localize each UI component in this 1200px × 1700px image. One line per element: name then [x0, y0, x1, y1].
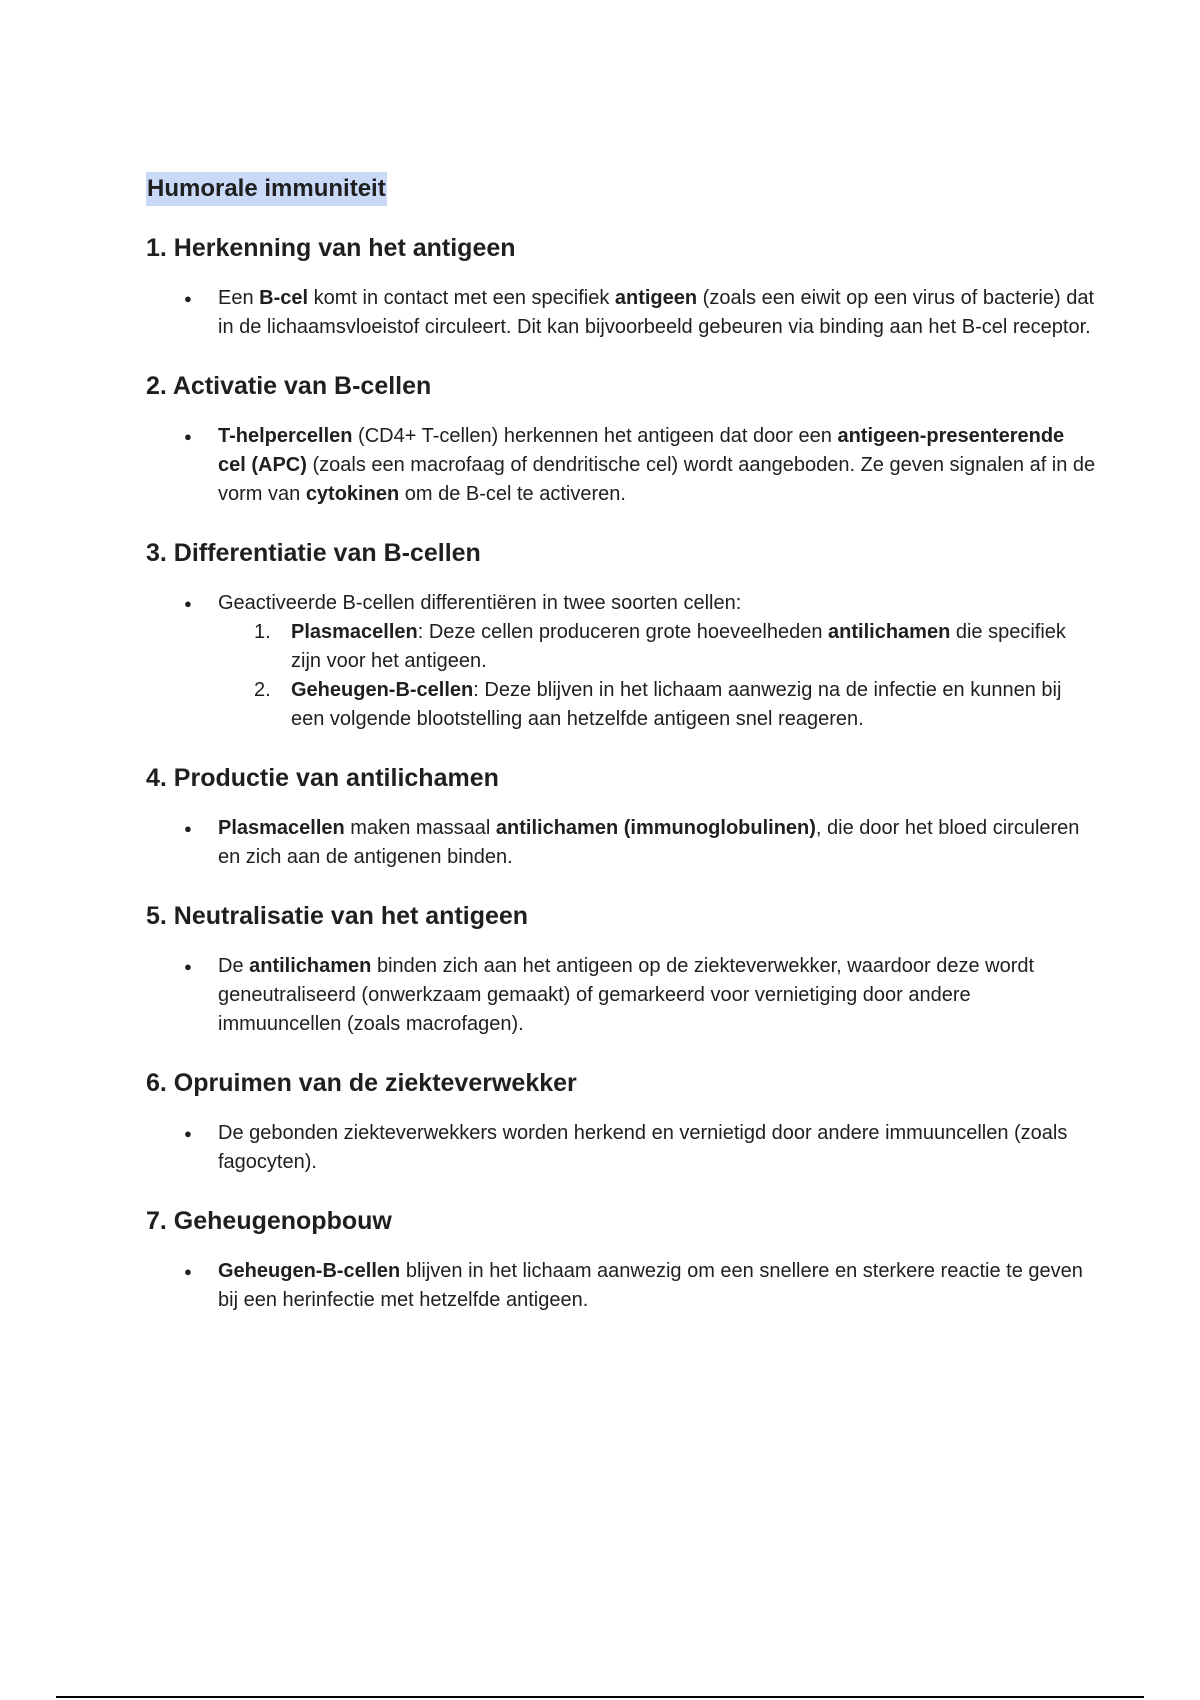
section-heading: 2. Activatie van B-cellen — [146, 372, 432, 400]
bold-term: T-helpercellen — [218, 425, 353, 447]
section-4 — [146, 762, 1096, 872]
section-heading: 7. Geheugenopbouw — [146, 1207, 392, 1235]
bullet-list — [146, 284, 1096, 342]
item-number: 1. — [254, 621, 271, 643]
document-title: Humorale immuniteit — [146, 172, 387, 206]
bullet-item — [146, 1119, 1096, 1177]
text-run: : Deze blijven in het lichaam aanwezig na de infectie en kunnen bij een volgende blootstelling aan hetzelfde antigeen snel reageren. — [291, 679, 1062, 730]
numbered-item — [146, 676, 1096, 734]
bold-term: antigeen-presenterende cel (APC) — [218, 425, 1065, 476]
section-heading: 5. Neutralisatie van het antigeen — [146, 902, 529, 930]
bullet-item — [146, 1257, 1096, 1315]
section-5 — [146, 900, 1096, 1039]
bold-term: cytokinen — [305, 483, 400, 505]
section-1 — [146, 232, 1096, 342]
bullet-list — [146, 422, 1096, 509]
text-run: De gebonden ziekteverwekkers worden herkend en vernietigd door andere immuuncellen (zoals fagocyten). — [218, 1122, 1068, 1173]
text-run: om de B-cel te activeren. — [399, 483, 626, 505]
text-run: Geactiveerde B-cellen differentiëren in twee soorten cellen: — [218, 592, 742, 614]
numbered-item — [146, 618, 1096, 676]
numbered-list — [218, 618, 1096, 734]
text-run: die specifiek zijn voor het antigeen. — [291, 621, 1066, 672]
section-2 — [146, 370, 1096, 509]
bold-term: antigeen — [614, 287, 698, 309]
page-bottom-rule — [56, 1696, 1144, 1698]
text-run: , die door het bloed circuleren en zich aan de antigenen binden. — [218, 817, 1080, 868]
text-run: maken massaal — [344, 817, 496, 839]
bullet-item — [146, 952, 1096, 1039]
text-run: binden zich aan het antigeen op de ziekteverwekker, waardoor deze wordt geneutraliseerd (onwerkzaam gemaakt) of gemarkeerd voor vernietiging door andere immuuncellen (zoals macrofagen). — [218, 955, 1035, 1035]
section-3 — [146, 537, 1096, 734]
bullet-list — [146, 952, 1096, 1039]
section-heading: 6. Opruimen van de ziekteverwekker — [146, 1069, 577, 1097]
text-run: (zoals een macrofaag of dendritische cel) wordt aangeboden. Ze geven signalen af in de vorm van — [218, 454, 1096, 505]
bold-term: Geheugen-B-cellen — [218, 1260, 401, 1282]
bullet-list — [146, 589, 1096, 734]
text-run: Een — [218, 287, 260, 309]
bold-term: B-cel — [259, 287, 309, 309]
bullet-list — [146, 1257, 1096, 1315]
bold-term: antilichamen — [828, 621, 951, 643]
section-heading: 3. Differentiatie van B-cellen — [146, 539, 481, 567]
bullet-item — [146, 284, 1096, 342]
text-run: (zoals een eiwit op een virus of bacterie) dat in de lichaamsvloeistof circuleert. Dit kan bijvoorbeeld gebeuren via binding aan het B-cel receptor. — [218, 287, 1094, 338]
section-heading: 1. Herkenning van het antigeen — [146, 234, 516, 262]
bullet-list — [146, 814, 1096, 872]
bold-term: Plasmacellen — [218, 817, 345, 839]
section-heading: 4. Productie van antilichamen — [146, 764, 499, 792]
section-7 — [146, 1205, 1096, 1315]
bullet-item — [146, 422, 1096, 509]
text-run: blijven in het lichaam aanwezig om een snellere en sterkere reactie te geven bij een herinfectie met hetzelfde antigeen. — [218, 1260, 1083, 1311]
text-run: komt in contact met een specifiek — [308, 287, 615, 309]
bullet-item — [146, 589, 1096, 734]
item-number: 2. — [254, 679, 271, 701]
bold-term: antilichamen — [249, 955, 372, 977]
bold-term: Plasmacellen — [291, 621, 418, 643]
document-page — [146, 172, 1096, 1343]
bold-term: antilichamen (immunoglobulinen) — [495, 817, 816, 839]
bullet-list — [146, 1119, 1096, 1177]
text-run: : Deze cellen produceren grote hoeveelheden — [417, 621, 829, 643]
text-run: (CD4+ T-cellen) herkennen het antigeen dat door een — [352, 425, 838, 447]
section-6 — [146, 1067, 1096, 1177]
bold-term: Geheugen-B-cellen — [291, 679, 474, 701]
bullet-item — [146, 814, 1096, 872]
text-run: De — [218, 955, 250, 977]
